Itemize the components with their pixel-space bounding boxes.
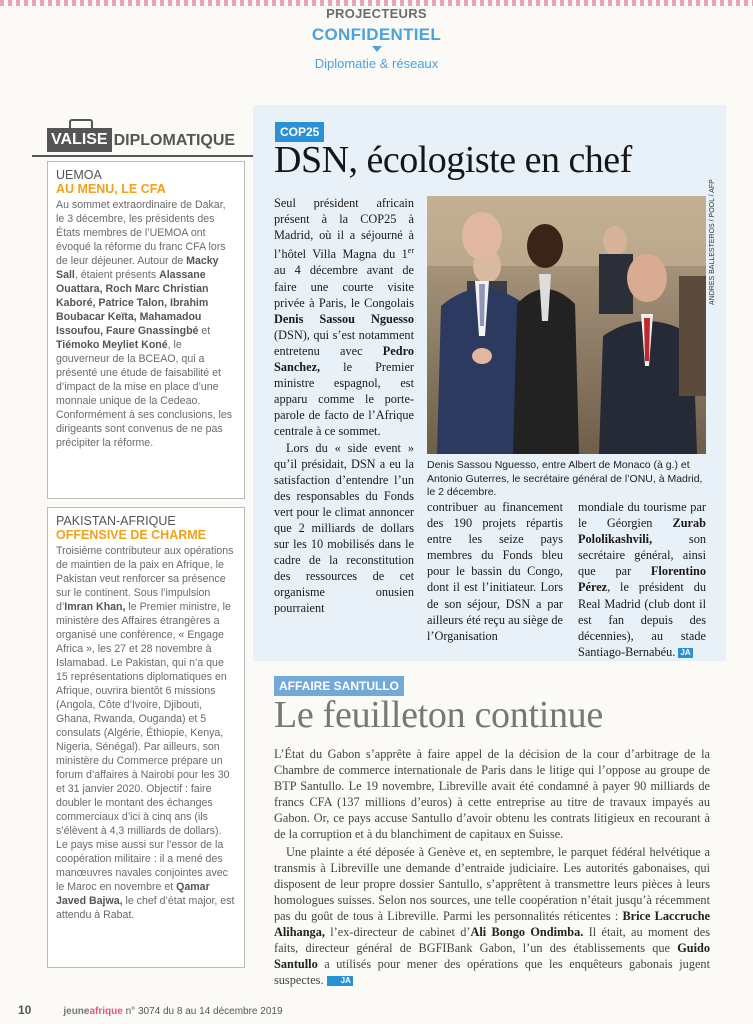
article-headline-2: Le feuilleton continue [274,694,603,736]
ja-signature: JA [680,647,691,657]
news-photo [427,196,706,454]
paragraph: L’État du Gabon s’apprête à faire appel de la décision de la cour d’arbitrage de la Chambre de commerce internationale de Paris dans le litige qui l’oppose au groupe de BTP Santullo. Le 19 novembre, Libreville avait été condamné à payer 90 milliards de francs CFA (137 millions d’euros) à cette entreprise au titre de travaux impayés au Gabon. Or, ce pays accuse Santullo d’avoir obtenu les contrats litigieux en recourant à de la corruption et à du blanchiment de capitaux en Suisse. [274,747,710,842]
rubric-projecteurs: PROJECTEURS [326,6,427,21]
valise-diplomatique-sidebar [32,115,253,968]
photo-caption: Denis Sassou Nguesso, entre Albert de Monaco (à g.) et Antonio Guterres, le secrétaire général de l’ONU, à Madrid, le 2 décembre. [427,459,703,499]
article-column-3: mondiale du tourisme par le Géorgien Zurab Pololikashvili, son secrétaire général, ainsi que par Florentino Pérez, le président du Real Madrid (club dont il est fan depuis des décennies), au stade Santiago-Bernabéu. JA [578,500,706,659]
article-tag-cop25: COP25 [275,122,324,142]
brief-heading: PAKISTAN-AFRIQUE [56,514,176,528]
photo-illustration [427,196,706,454]
paragraph: Seul président africain présent à la COP25 à Madrid, où il a séjourné à l’hôtel Villa Magna du 1er au 4 décembre avant de faire une courte visite privée à Paris, le Congolais Denis Sassou Nguesso (DSN), qui s’est notamment entretenu avec Pedro Sanchez, le Premier ministre espagnol, est apparu comme le porte-parole de facto de l’Afrique centrale à ce sommet. [274,196,414,439]
rubric-diplomatie: Diplomatie & réseaux [314,56,439,71]
article-column-1 [274,195,414,617]
paragraph: Une plainte a été déposée à Genève et, en septembre, le parquet fédéral helvétique a transmis à Libreville une demande d’entraide judiciaire. Les autorités gabonaises, qui disposent de leur propre dossier Santullo, s’apprêtent à transmettre leurs pièces à leurs homologues suisses. Selon nos sources, une telle coopération n’était jusqu’à récemment pas du goût de tous à Libreville. Parmi les personnalités réticentes : Brice Laccruche Alihanga, l’ex-directeur de cabinet d’Ali Bongo Ondimba. Il était, au moment des faits, directeur général de BGFIBank Gabon, l’un des établissements que Guido Santullo a utilisés pour mener des opérations que les enquêteurs gabonais jugent suspectes. JA [274,844,711,988]
page-footer [18,1003,283,1017]
photo-credit: ANDRES BALLESTEROS / POOL / AFP [709,179,716,305]
article-tag-santullo: AFFAIRE SANTULLO [274,676,404,696]
brief-pakistan [47,507,245,968]
briefcase-label: VALISE [47,128,112,152]
valise-header [32,115,253,157]
brief-uemoa [47,161,245,499]
section-rubric [0,6,753,71]
brief-heading: UEMOA [56,168,102,182]
valise-title: DIPLOMATIQUE [113,132,236,149]
brief-subheading: AU MENU, LE CFA [56,182,166,196]
brief-text: Troisième contributeur aux opérations de maintien de la paix en Afrique, le Pakistan veut renforcer sa présence sur le continent. Sous l’impulsion d’Imran Khan, le Premier ministre, le ministère des Affaires étrangères a organisé une conférence, « Engage Africa », les 27 et 28 novembre à Islamabad. Le Pakistan, qui n’a que 15 représentations diplomatiques en Afrique, ouvrira bientôt 6 missions (Angola, Côte d’Ivoire, Djibouti, Ghana, Rwanda, Ouganda) et 5 consulats (Algérie, Éthiopie, Kenya, Nigeria, Sénégal). Par ailleurs, son ministère du Commerce prépare un forum d’affaires à Nairobi pour les 30 et 31 janvier 2020. Objectif : faire doubler le montant des échanges commerciaux d’ici à cinq ans (ils s’élèvent à 4,3 milliards de dollars). Le pays mise aussi sur l’essor de la coopération militaire : il a mené des manœuvres navales conjointes avec le Maroc en novembre et Qamar Javed Bajwa, le chef d’état major, est attendu à Rabat. [56,545,235,921]
rubric-triangle-icon [372,46,382,52]
page-number: 10 [18,1003,32,1017]
paragraph: Lors du « side event » qu’il présidait, DSN a eu la satisfaction d’entendre l’un des responsables du Fonds vert pour le climat annoncer que 2 milliards de dollars sur les 10 mobilisés dans le cadre de la reconstitution des ressources de cet organisme onusien pourraient [274,440,414,616]
brief-subheading: OFFENSIVE DE CHARME [56,528,207,542]
rubric-confidentiel: CONFIDENTIEL [311,25,442,44]
issue-info: jeuneafrique n° 3074 du 8 au 14 décembre 2019 [63,1006,283,1017]
brief-text: Au sommet extraordinaire de Dakar, le 3 décembre, les présidents des États membres de l’UEMOA ont évoqué la réforme du franc CFA lors de leur déjeuner. Autour de Macky Sall, étaient présents Alassane Ouattara, Roch Marc Christian Kaboré, Patrice Talon, Ibrahim Boubacar Keïta, Mahamadou Issoufou, Faure Gnassingbé et Tiémoko Meyliet Koné, le gouverneur de la BCEAO, qui a présenté une étude de faisabilité et d’impact de la mise en place d’une monnaie unique de la Cedeao. Conformément à ses conclusions, les dirigeants sont convenus de ne pas précipiter la réforme. [56,199,233,449]
article-column-2: contribuer au financement des 190 projets répartis entre les seize pays membres du Fonds bleu pour le bassin du Congo, dont il est l’initiateur. Lors de son séjour, DSN a par ailleurs été reçu au siège de l’Organisation [427,500,563,643]
article-body-2 [274,746,710,988]
article-headline: DSN, écologiste en chef [274,139,632,181]
ja-signature: JA [327,976,353,986]
